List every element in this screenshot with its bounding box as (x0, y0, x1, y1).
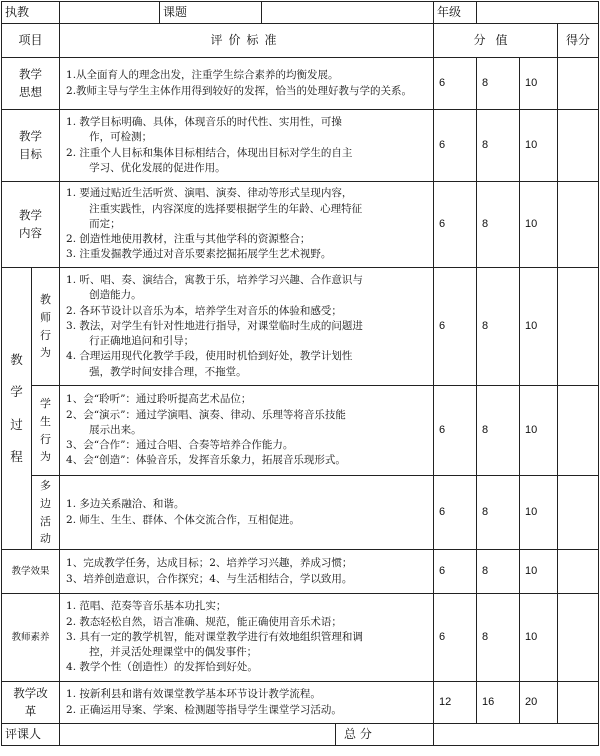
column-score: 得分 (558, 24, 599, 58)
score-option: 10 (520, 476, 558, 550)
row-criteria: 1. 按新利县和谐有效课堂教学基本环节设计教学流程。 2. 正确运用导案、学案、检测题等指导学生课堂学习活动。 (60, 682, 434, 724)
column-item: 项目 (2, 24, 60, 58)
header-row (2, 2, 599, 24)
score-input[interactable] (558, 58, 599, 110)
row-process-multi (2, 476, 599, 550)
score-option: 8 (477, 268, 520, 386)
row-criteria: 1. 要通过贴近生活听赏、演唱、演奏、律动等形式呈现内容， 注重实践性，内容深度的选择要根据学生的年龄、心理特征 而定； 2. 创造性地使用教材，注重与其他学科的资源整合； 3. 注重发掘教学通过对音乐要素挖掘拓展学生艺术视野。 (60, 182, 434, 268)
grade-field[interactable] (477, 2, 599, 24)
score-input[interactable] (558, 182, 599, 268)
score-option: 6 (434, 110, 477, 182)
topic-label: 课题 (160, 2, 262, 24)
row-effect (2, 550, 599, 594)
score-option: 6 (434, 550, 477, 594)
score-option: 16 (477, 682, 520, 724)
score-input[interactable] (558, 682, 599, 724)
score-option: 10 (520, 182, 558, 268)
row-label: 教学 目标 (2, 110, 60, 182)
topic-field[interactable] (262, 2, 434, 24)
row-criteria: 1.从全面育人的理念出发，注重学生综合素养的均衡发展。 2.教师主导与学生主体作用得到较好的发挥，恰当的处理好教与学的关系。 (60, 58, 434, 110)
row-criteria: 1. 范唱、范奏等音乐基本功扎实； 2. 教态轻松自然，语言准确、规范，能正确使用音乐术语； 3. 具有一定的教学机智，能对课堂教学进行有效地组织管理和调 控，并灵活处理课堂中的偶发事件； 4. 教学个性（创造性）的发挥恰到好处。 (60, 594, 434, 682)
multilateral-activity-label: 多 边 活 动 (32, 476, 60, 550)
row-reform (2, 682, 599, 724)
score-option: 8 (477, 386, 520, 476)
score-input[interactable] (558, 594, 599, 682)
column-criteria: 评价标准 (60, 24, 434, 58)
score-option: 12 (434, 682, 477, 724)
row-criteria: 1. 听、唱、奏、演结合，寓教于乐，培养学习兴趣、合作意识与 创造能力。 2. 各环节设计以音乐为本，培养学生对音乐的体验和感受； 3. 教法，对学生有针对性地进行指导，对课堂临时生成的问题进 行正确地追问和引导； 4. 合理运用现代化教学手段，使用时机恰到好处，教学计划性 强，教学时间安排合理，不拖堂。 (60, 268, 434, 386)
score-option: 10 (520, 386, 558, 476)
evaluator-field[interactable] (60, 724, 336, 746)
footer-row (2, 724, 599, 746)
row-process-student (2, 386, 599, 476)
row-label: 教学改 革 (2, 682, 60, 724)
score-option: 8 (477, 594, 520, 682)
score-option: 8 (477, 110, 520, 182)
student-behavior-label: 学 生 行 为 (32, 386, 60, 476)
row-label: 教学 思想 (2, 58, 60, 110)
score-option: 6 (434, 476, 477, 550)
score-option: 6 (434, 594, 477, 682)
score-input[interactable] (558, 110, 599, 182)
score-input[interactable] (558, 268, 599, 386)
row-teaching-goals (2, 110, 599, 182)
row-teaching-content (2, 182, 599, 268)
score-option: 10 (520, 110, 558, 182)
row-label: 教学效果 (2, 550, 60, 594)
teacher-behavior-label: 教 师 行 为 (32, 268, 60, 386)
score-option: 8 (477, 182, 520, 268)
process-label: 教 学 过 程 (2, 268, 32, 550)
column-score-values: 分值 (434, 24, 558, 58)
column-header-row (2, 24, 599, 58)
row-criteria: 1、完成教学任务，达成目标；2、培养学习兴趣，养成习惯； 3、培养创造意识，合作探究；4、与生活相结合，学以致用。 (60, 550, 434, 594)
score-option: 6 (434, 386, 477, 476)
score-option: 10 (520, 268, 558, 386)
row-quality (2, 594, 599, 682)
row-teaching-ideas (2, 58, 599, 110)
total-field[interactable] (434, 724, 599, 746)
score-input[interactable] (558, 550, 599, 594)
score-option: 8 (477, 58, 520, 110)
row-label: 教学 内容 (2, 182, 60, 268)
evaluator-label: 评课人 (2, 724, 60, 746)
score-option: 6 (434, 58, 477, 110)
score-option: 10 (520, 550, 558, 594)
row-criteria: 1. 教学目标明确、具体，体现音乐的时代性、实用性，可操 作，可检测； 2. 注重个人目标和集体目标相结合，体现出目标对学生的自主 学习、优化发展的促进作用。 (60, 110, 434, 182)
score-option: 8 (477, 476, 520, 550)
grade-label: 年级 (434, 2, 477, 24)
teacher-field[interactable] (60, 2, 160, 24)
score-option: 6 (434, 182, 477, 268)
score-input[interactable] (558, 476, 599, 550)
row-process-teacher (2, 268, 599, 386)
score-option: 6 (434, 268, 477, 386)
row-label: 教师素养 (2, 594, 60, 682)
evaluation-form (1, 1, 599, 746)
score-option: 10 (520, 594, 558, 682)
row-criteria: 1. 多边关系融洽、和谐。 2. 师生、生生、群体、个体交流合作，互相促进。 (60, 476, 434, 550)
score-option: 20 (520, 682, 558, 724)
teacher-label: 执教 (2, 2, 60, 24)
total-label: 总 分 (336, 724, 434, 746)
score-option: 8 (477, 550, 520, 594)
row-criteria: 1、会“聆听”：通过聆听提高艺术品位； 2、会“演示”：通过学演唱、演奏、律动、乐理等将音乐技能 展示出来。 3、会“合作”：通过合唱、合奏等培养合作能力。 4、会“创造”：体验音乐，发挥音乐象力，拓展音乐现形式。 (60, 386, 434, 476)
score-option: 10 (520, 58, 558, 110)
score-input[interactable] (558, 386, 599, 476)
